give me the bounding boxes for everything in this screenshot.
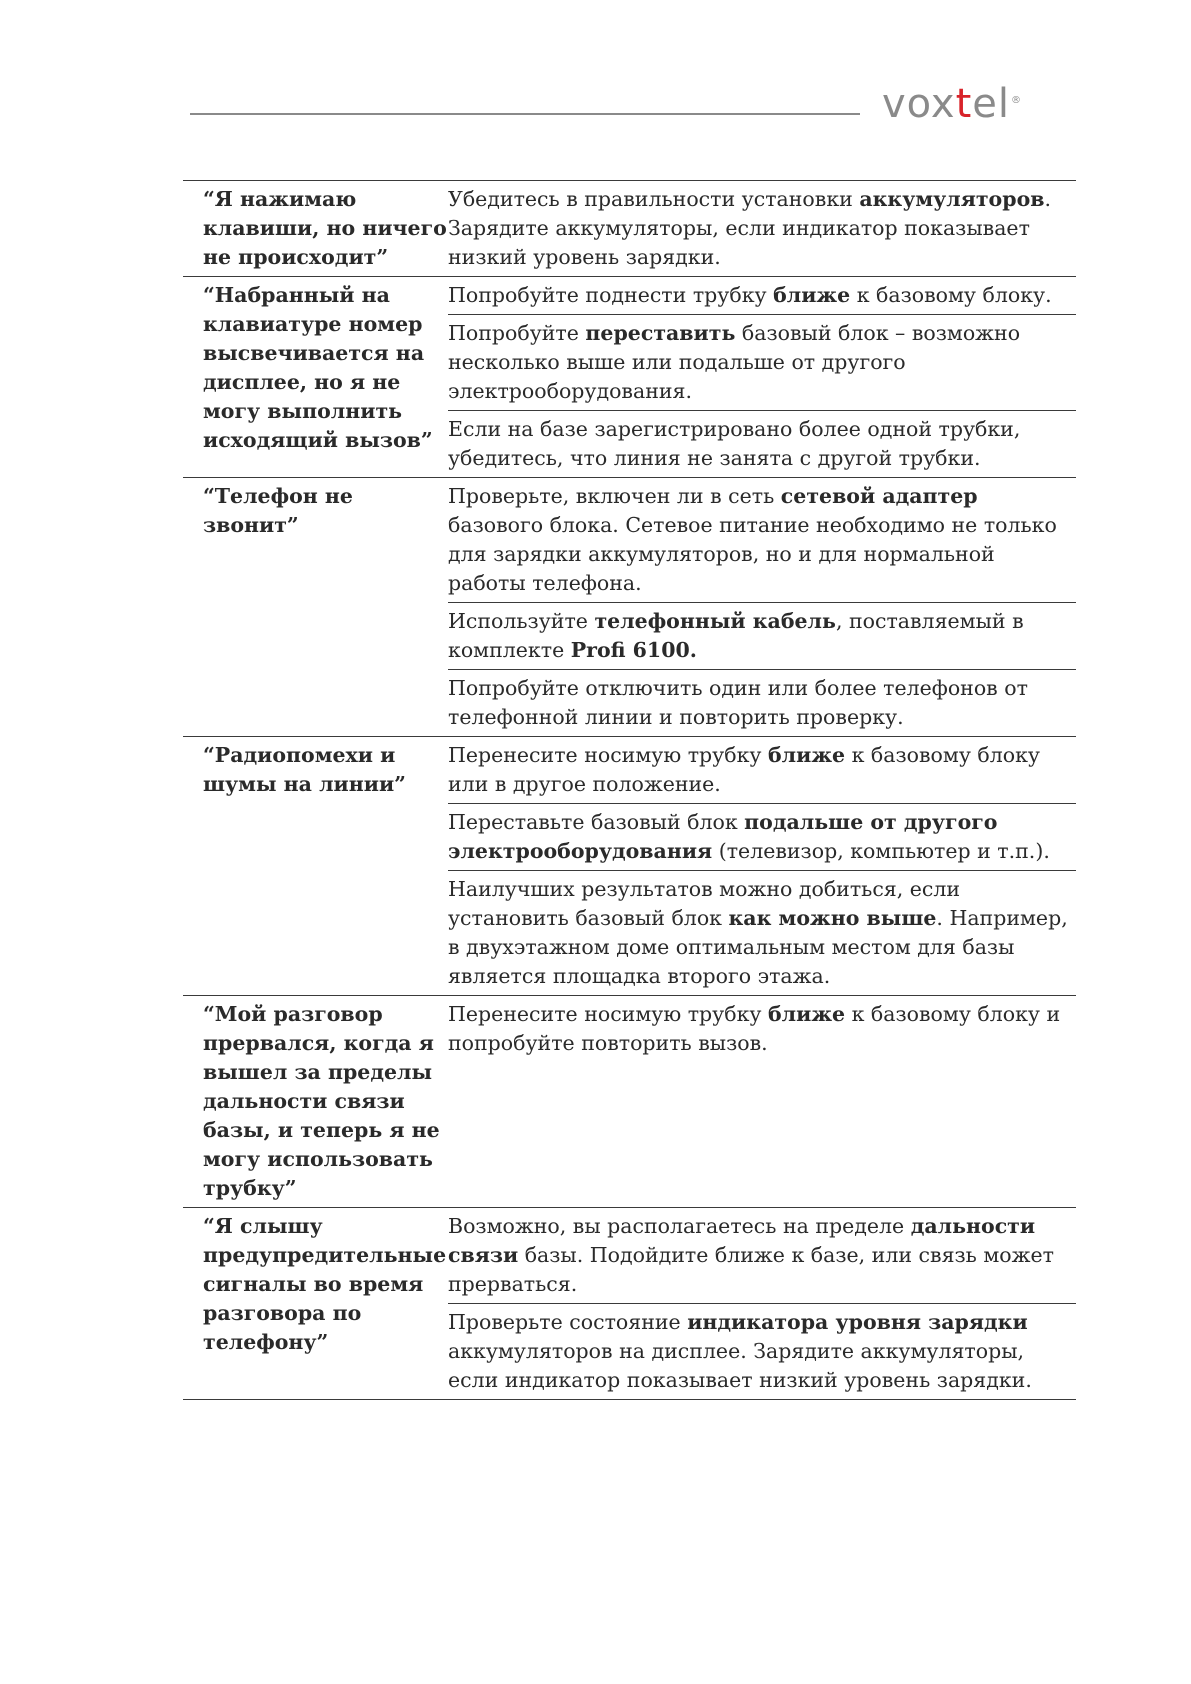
problem-cell: “Телефон не звонит” bbox=[183, 478, 448, 737]
table-row bbox=[183, 181, 1076, 277]
table-row bbox=[183, 737, 1076, 804]
table-row bbox=[183, 277, 1076, 315]
logo-text-2: el bbox=[972, 81, 1011, 127]
table-row bbox=[183, 478, 1076, 603]
solution-cell: Перенесите носимую трубку ближе к базовому блоку и попробуйте повторить вызов. bbox=[448, 996, 1076, 1208]
solution-cell: Переставьте базовый блок подальше от другого электрооборудования (телевизор, компьютер и т.п.). bbox=[448, 804, 1076, 871]
problem-cell: “Мой разговор прервался, когда я вышел за пределы дальности связи базы, и теперь я не могу использовать трубку” bbox=[183, 996, 448, 1208]
solution-cell: Если на базе зарегистрировано более одной трубки, убедитесь, что линия не занята с другой трубки. bbox=[448, 411, 1076, 478]
solution-cell: Используйте телефонный кабель, поставляемый в комплекте Profi 6100. bbox=[448, 603, 1076, 670]
solution-cell: Попробуйте переставить базовый блок – возможно несколько выше или подальше от другого электрооборудования. bbox=[448, 315, 1076, 411]
solution-cell: Попробуйте отключить один или более телефонов от телефонной линии и повторить проверку. bbox=[448, 670, 1076, 737]
voxtel-logo bbox=[882, 81, 1023, 127]
problem-cell: “Набранный на клавиатуре номер высвечивается на дисплее, но я не могу выполнить исходящий вызов” bbox=[183, 277, 448, 478]
registered-mark: ® bbox=[1011, 94, 1023, 106]
problem-cell: “Я слышу предупредительные сигналы во время разговора по телефону” bbox=[183, 1208, 448, 1400]
table-row bbox=[183, 1208, 1076, 1304]
solution-cell: Перенесите носимую трубку ближе к базовому блоку или в другое положение. bbox=[448, 737, 1076, 804]
logo-x-mark: t bbox=[955, 81, 973, 127]
solution-cell: Возможно, вы располагаетесь на пределе дальности связи базы. Подойдите ближе к базе, или связь может прерваться. bbox=[448, 1208, 1076, 1304]
problem-cell: “Я нажимаю клавиши, но ничего не происходит” bbox=[183, 181, 448, 277]
header-rule bbox=[190, 113, 860, 115]
solution-cell: Проверьте, включен ли в сеть сетевой адаптер базового блока. Сетевое питание необходимо не только для зарядки аккумуляторов, но и для нормальной работы телефона. bbox=[448, 478, 1076, 603]
solution-cell: Убедитесь в правильности установки аккумуляторов. Зарядите аккумуляторы, если индикатор показывает низкий уровень зарядки. bbox=[448, 181, 1076, 277]
solution-cell: Попробуйте поднести трубку ближе к базовому блоку. bbox=[448, 277, 1076, 315]
solution-cell: Наилучших результатов можно добиться, если установить базовый блок как можно выше. Например, в двухэтажном доме оптимальным местом для базы является площадка второго этажа. bbox=[448, 871, 1076, 996]
solution-cell: Проверьте состояние индикатора уровня зарядки аккумуляторов на дисплее. Зарядите аккумуляторы, если индикатор показывает низкий уровень зарядки. bbox=[448, 1304, 1076, 1400]
table-row bbox=[183, 996, 1076, 1208]
logo-text-1: vox bbox=[882, 81, 956, 127]
problem-cell: “Радиопомехи и шумы на линии” bbox=[183, 737, 448, 996]
troubleshooting-table bbox=[183, 180, 1076, 1400]
